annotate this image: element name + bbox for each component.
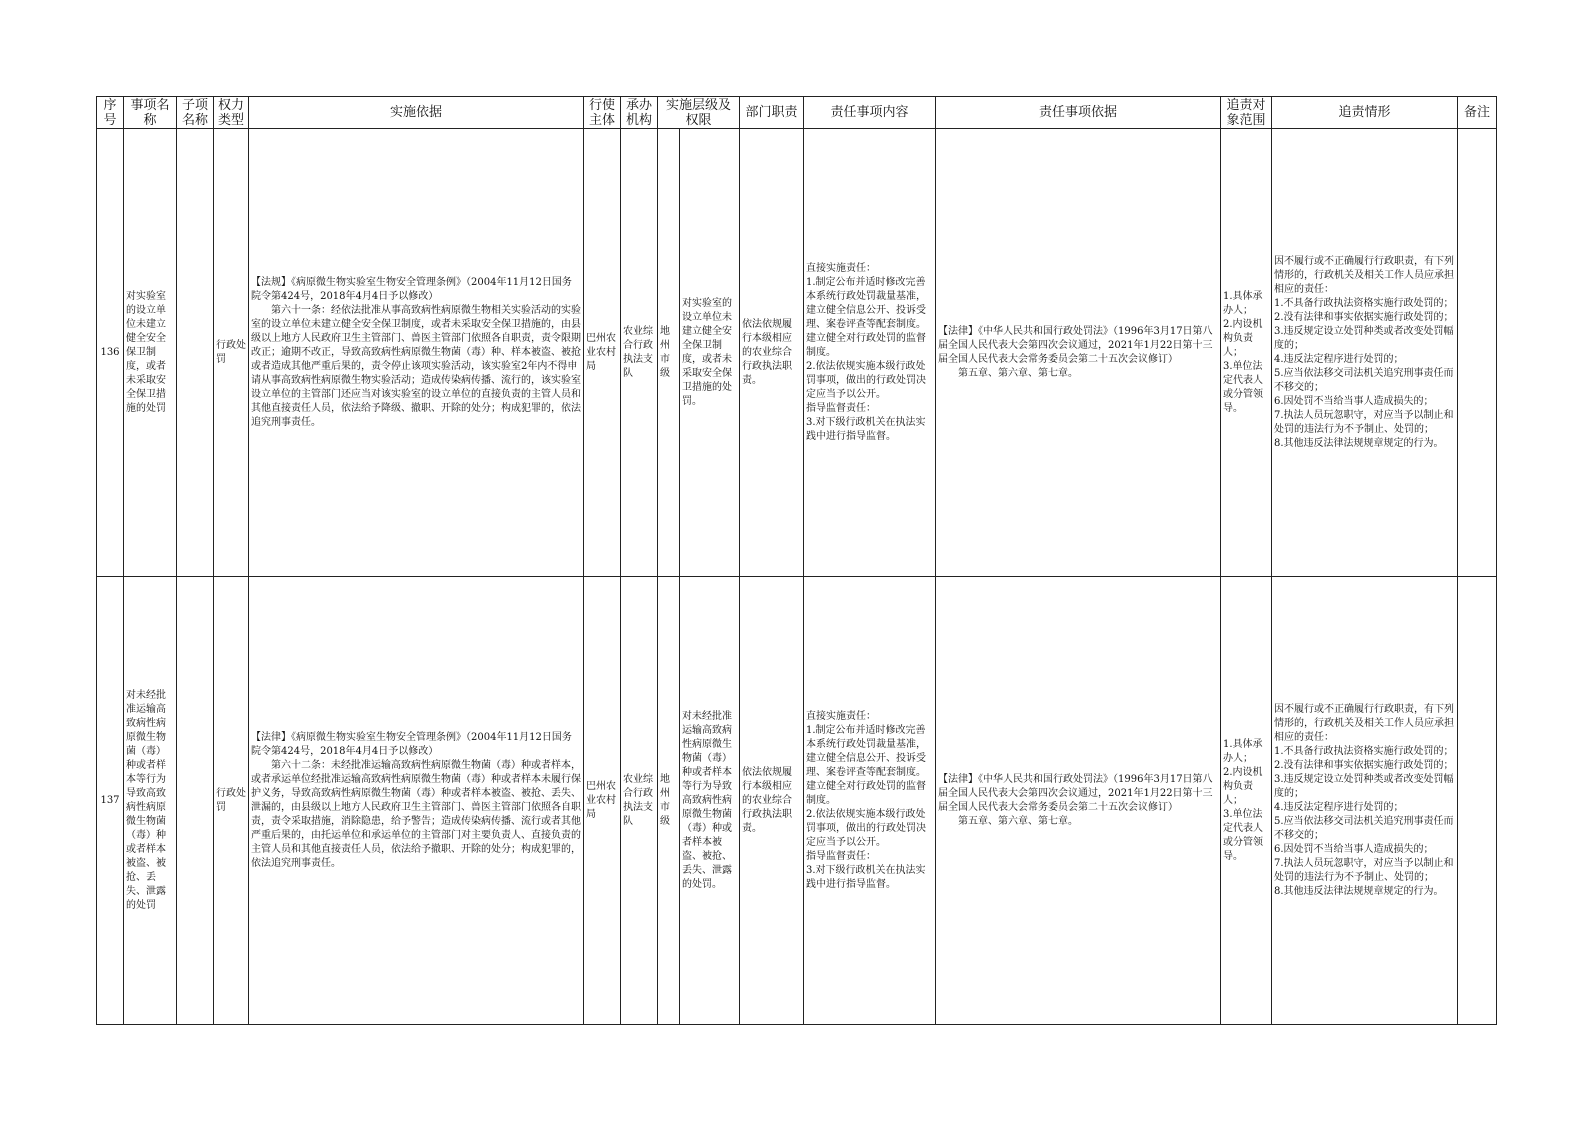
header-scope: 追责对象范围 (1221, 97, 1272, 129)
cell-basis (249, 577, 584, 1025)
header-subject: 行使主体 (584, 97, 621, 129)
cell-resp-basis (936, 577, 1221, 1025)
basis-body: 第六十一条：经依法批准从事高致病性病原微生物相关实验活动的实验室的设立单位未建立健全安全保卫制度，或者未采取安全保卫措施的，由县级以上地方人民政府卫生主管部门、兽医主管部门依照各自职责，责令限期改正；逾期不改正，导致高致病性病原微生物菌（毒）种、样本被盗、被抢或者造成其他严重后果的，责令停止该项实验活动，该实验室2年内不得申请从事高致病性病原微生物实验活动；造成传染病传播、流行的，该实验室设立单位的主管部门还应当对该实验室的设立单位的直接负责的主管人员和其他直接责任人员，依法给予降级、撤职、开除的处分；构成犯罪的，依法追究刑事责任。 (251, 304, 581, 428)
cell-seq: 137 (97, 577, 124, 1025)
cell-duty: 依法依规履行本级相应的农业综合行政执法职责。 (740, 129, 804, 577)
basis-body: 第六十二条：未经批准运输高致病性病原微生物菌（毒）种或者样本，或者承运单位经批准运输高致病性病原微生物菌（毒）种或者样本未履行保护义务，导致高致病性病原微生物菌（毒）种或者样本被盗、被抢、丢失、泄漏的，由县级以上地方人民政府卫生主管部门、兽医主管部门依照各自职责，责令采取措施，消除隐患，给予警告；造成传染病传播、流行或者其他严重后果的，由托运单位和承运单位的主管部门对主要负责人、直接负责的主管人员和其他直接责任人员，依法给予撤职、开除的处分；构成犯罪的，依法追究刑事责任。 (251, 759, 581, 869)
header-agency: 承办机构 (621, 97, 658, 129)
header-level: 实施层级及权限 (658, 97, 740, 129)
cell-situation: 因不履行或不正确履行行政职责，有下列情形的，行政机关及相关工作人员应承担相应的责任： 1.不具备行政执法资格实施行政处罚的； 2.没有法律和事实依据实施行政处罚的； 3.违反规定设立处罚种类或者改变处罚幅度的； 4.违反法定程序进行处罚的； 5.应当依法移交司法机关追究刑事责任而不移交的； 6.因处罚不当给当事人造成损失的； 7.执法人员玩忽职守，对应当予以制止和处罚的违法行为不予制止、处罚的； 8.其他违反法律法规规章规定的行为。 (1272, 577, 1458, 1025)
header-resp-content: 责任事项内容 (804, 97, 936, 129)
header-seq: 序号 (97, 97, 124, 129)
cell-agency: 农业综合行政执法支队 (621, 129, 658, 577)
cell-resp-basis (936, 129, 1221, 577)
header-resp-basis: 责任事项依据 (936, 97, 1221, 129)
cell-scope: 1.具体承办人； 2.内设机构负责人； 3.单位法定代表人或分管领导。 (1221, 129, 1272, 577)
resp-basis-head: 【法律】《中华人民共和国行政处罚法》（1996年3月17日第八届全国人民代表大会第四次会议通过，2021年1月22日第十三届全国人民代表大会常务委员会第二十五次会议修订） (938, 325, 1213, 365)
cell-sub-item (177, 129, 214, 577)
cell-power-type: 行政处罚 (214, 577, 249, 1025)
cell-scope: 1.具体承办人； 2.内设机构负责人； 3.单位法定代表人或分管领导。 (1221, 577, 1272, 1025)
cell-sub-item (177, 577, 214, 1025)
cell-remark (1458, 577, 1497, 1025)
header-sub-item: 子项名称 (177, 97, 214, 129)
header-row (97, 97, 1497, 129)
header-situation: 追责情形 (1272, 97, 1458, 129)
cell-subject: 巴州农业农村局 (584, 577, 621, 1025)
cell-item-name: 对未经批准运输高致病性病原微生物菌（毒）种或者样本等行为导致高致病性病原微生物菌（毒）种或者样本被盗、被抢、丢失、泄露的处罚 (124, 577, 177, 1025)
cell-power-type: 行政处罚 (214, 129, 249, 577)
cell-duty: 依法依规履行本级相应的农业综合行政执法职责。 (740, 577, 804, 1025)
cell-basis (249, 129, 584, 577)
cell-subject: 巴州农业农村局 (584, 129, 621, 577)
header-item-name: 事项名称 (124, 97, 177, 129)
cell-level-name: 地州市级 (658, 577, 680, 1025)
cell-seq: 136 (97, 129, 124, 577)
resp-basis-body: 第五章、第六章、第七章。 (958, 367, 1079, 379)
resp-basis-body: 第五章、第六章、第七章。 (958, 815, 1079, 827)
cell-level-name: 地州市级 (658, 129, 680, 577)
cell-resp-content: 直接实施责任： 1.制定公布并适时修改完善本系统行政处罚裁量基准，建立健全信息公开、投诉受理、案卷评查等配套制度。建立健全对行政处罚的监督制度。 2.依法依规实施本级行政处罚事项，做出的行政处罚决定应当予以公开。 指导监督责任： 3.对下级行政机关在执法实践中进行指导监督。 (804, 577, 936, 1025)
cell-situation: 因不履行或不正确履行行政职责，有下列情形的，行政机关及相关工作人员应承担相应的责任： 1.不具备行政执法资格实施行政处罚的； 2.没有法律和事实依据实施行政处罚的； 3.违反规定设立处罚种类或者改变处罚幅度的； 4.违反法定程序进行处罚的； 5.应当依法移交司法机关追究刑事责任而不移交的； 6.因处罚不当给当事人造成损失的； 7.执法人员玩忽职守，对应当予以制止和处罚的违法行为不予制止、处罚的； 8.其他违反法律法规规章规定的行为。 (1272, 129, 1458, 577)
header-remark: 备注 (1458, 97, 1497, 129)
header-duty: 部门职责 (740, 97, 804, 129)
cell-item-name: 对实验室的设立单位未建立健全安全保卫制度，或者未采取安全保卫措施的处罚 (124, 129, 177, 577)
header-basis: 实施依据 (249, 97, 584, 129)
header-power-type: 权力类型 (214, 97, 249, 129)
table-row (97, 129, 1497, 577)
responsibility-table (96, 96, 1497, 1025)
table-row (97, 577, 1497, 1025)
cell-resp-content: 直接实施责任： 1.制定公布并适时修改完善本系统行政处罚裁量基准，建立健全信息公开、投诉受理、案卷评查等配套制度。建立健全对行政处罚的监督制度。 2.依法依规实施本级行政处罚事项，做出的行政处罚决定应当予以公开。 指导监督责任： 3.对下级行政机关在执法实践中进行指导监督。 (804, 129, 936, 577)
cell-level-desc: 对实验室的设立单位未建立健全安全保卫制度，或者未采取安全保卫措施的处罚。 (680, 129, 740, 577)
basis-head: 【法规】《病原微生物实验室生物安全管理条例》（2004年11月12日国务院令第424号，2018年4月4日予以修改） (251, 276, 572, 302)
cell-agency: 农业综合行政执法支队 (621, 577, 658, 1025)
resp-basis-head: 【法律】《中华人民共和国行政处罚法》（1996年3月17日第八届全国人民代表大会第四次会议通过，2021年1月22日第十三届全国人民代表大会常务委员会第二十五次会议修订） (938, 773, 1213, 813)
basis-head: 【法律】《病原微生物实验室生物安全管理条例》（2004年11月12日国务院令第424号，2018年4月4日予以修改） (251, 731, 572, 757)
cell-remark (1458, 129, 1497, 577)
cell-level-desc: 对未经批准运输高致病性病原微生物菌（毒）种或者样本等行为导致高致病性病原微生物菌（毒）种或者样本被盗、被抢、丢失、泄露的处罚。 (680, 577, 740, 1025)
